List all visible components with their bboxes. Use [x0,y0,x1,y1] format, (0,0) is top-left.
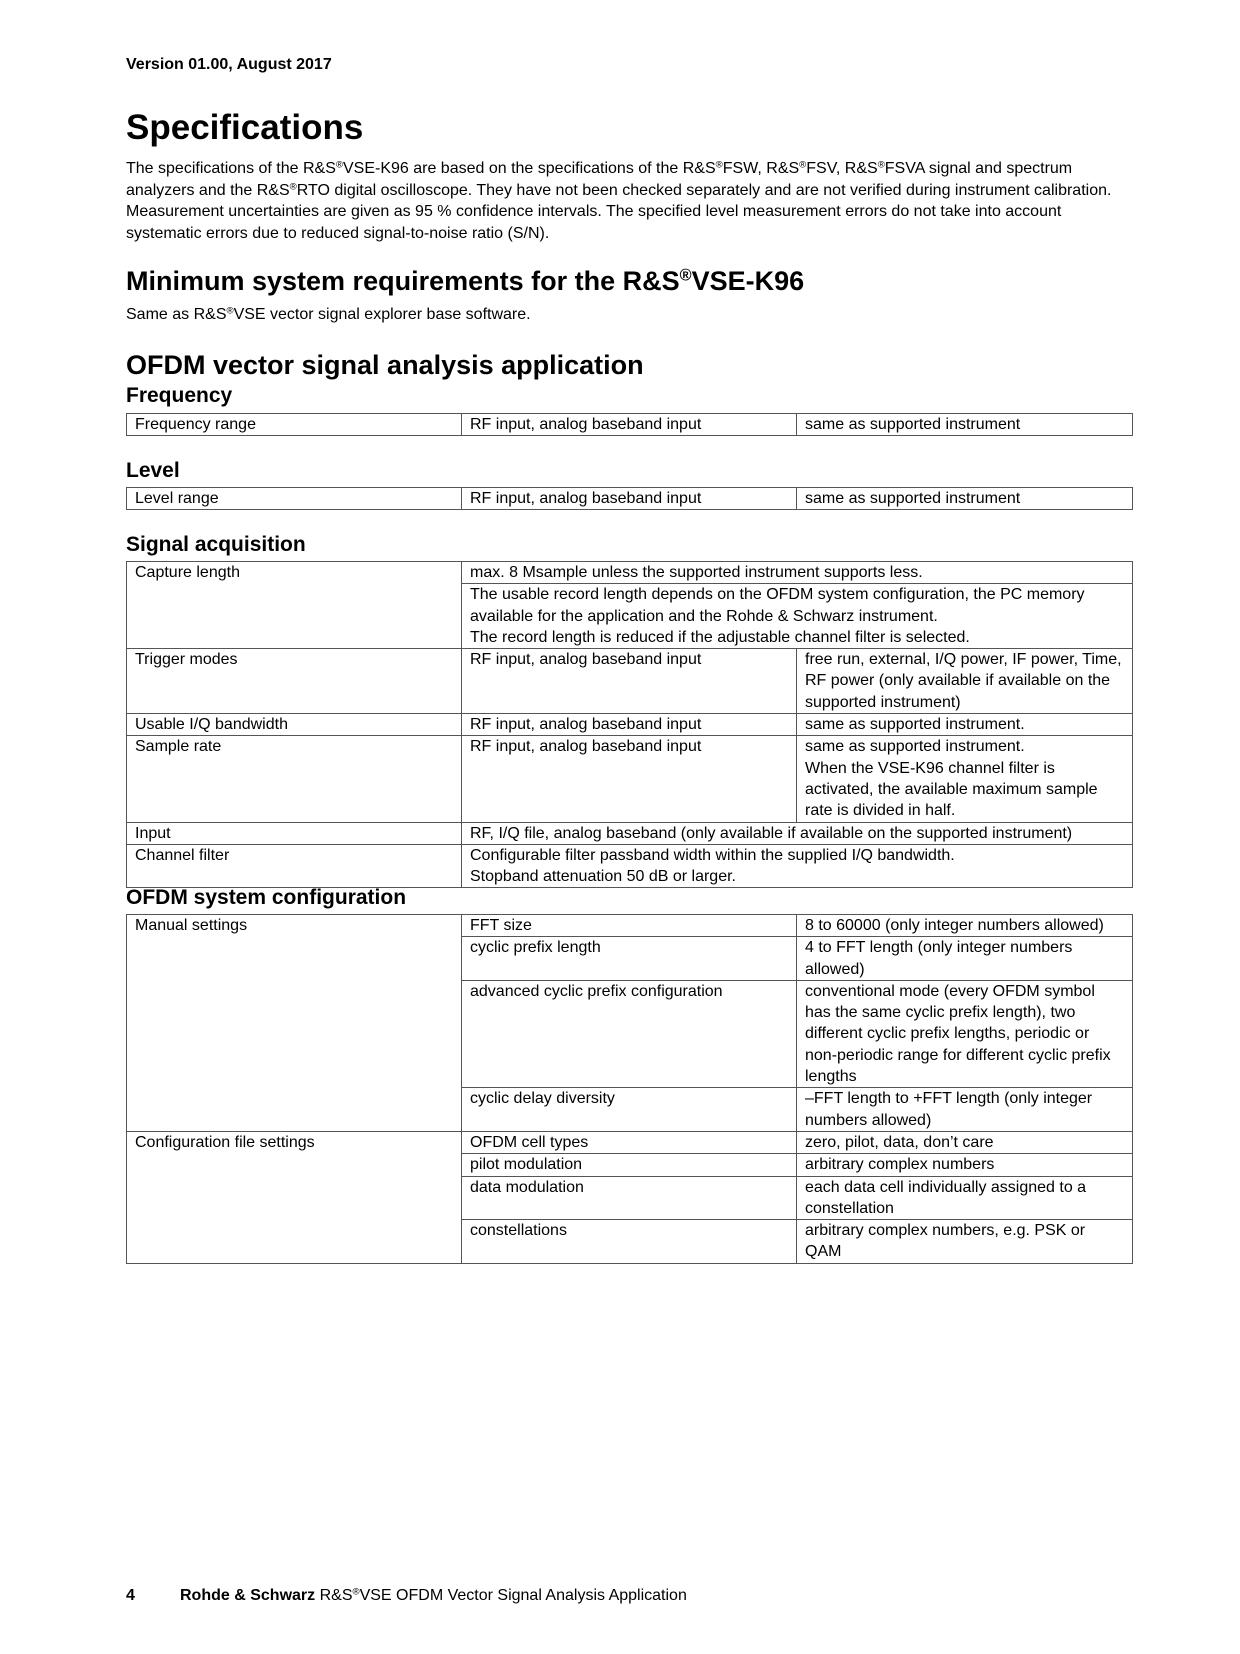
spec-value: Configurable filter passband width within the supplied I/Q bandwidth. Stopband attenuation 50 dB or larger. [462,844,1133,888]
page-number: 4 [126,1587,135,1604]
spec-condition: pilot modulation [462,1154,797,1176]
spec-label: Capture length [127,562,462,649]
table-row [127,844,1133,888]
version-header: Version 01.00, August 2017 [126,56,332,73]
min-requirements-text: Same as R&S®VSE vector signal explorer base software. [126,305,531,323]
ofdm-config-table [126,914,1133,1264]
spec-value: free run, external, I/Q power, IF power, Time, RF power (only available if available on the supported instrument) [797,649,1133,714]
signal-acquisition-table [126,561,1133,888]
spec-label: Configuration file settings [127,1131,462,1263]
spec-value: The usable record length depends on the OFDM system configuration, the PC memory available for the application and the Rohde & Schwarz instrument. The record length is reduced if the adjustable channel filter is selected. [462,584,1133,649]
spec-label: Channel filter [127,844,462,888]
spec-value: 8 to 60000 (only integer numbers allowed) [797,915,1133,937]
table-row [127,562,1133,584]
spec-value: zero, pilot, data, don’t care [797,1131,1133,1153]
table-row [127,488,1133,510]
table-row [127,915,1133,937]
spec-value: –FFT length to +FFT length (only integer numbers allowed) [797,1088,1133,1132]
spec-value: max. 8 Msample unless the supported instrument supports less. [462,562,1133,584]
spec-label: Trigger modes [127,649,462,714]
table-row [127,414,1133,436]
level-heading: Level [126,459,180,482]
spec-value: RF, I/Q file, analog baseband (only available if available on the supported instrument) [462,822,1133,844]
spec-condition: OFDM cell types [462,1131,797,1153]
spec-condition: RF input, analog baseband input [462,649,797,714]
spec-label: Level range [127,488,462,510]
spec-value: arbitrary complex numbers, e.g. PSK or QAM [797,1220,1133,1264]
spec-value: same as supported instrument [797,488,1133,510]
level-table [126,487,1133,510]
intro-paragraph: The specifications of the R&S®VSE-K96 are based on the specifications of the R&S®FSW, R&S®FSV, R&S®FSVA signal and spectrum analyzers and the R&S®RTO digital oscilloscope. They have not been checked separately and are not verified during instrument calibration. Measurement uncertainties are given as 95 % confidence intervals. The specified level measurement errors do not take into account systematic errors due to reduced signal-to-noise ratio (S/N). [126,159,1112,242]
table-row [127,822,1133,844]
ofdm-config-heading: OFDM system configuration [126,886,407,909]
table-row [127,714,1133,736]
spec-condition: data modulation [462,1176,797,1220]
spec-value: conventional mode (every OFDM symbol has the same cyclic prefix length), two different cyclic prefix lengths, periodic or non-periodic range for different cyclic prefix lengths [797,980,1133,1087]
spec-label: Frequency range [127,414,462,436]
signal-acquisition-heading: Signal acquisition [126,533,306,556]
spec-condition: RF input, analog baseband input [462,488,797,510]
frequency-heading: Frequency [126,384,233,407]
spec-condition: advanced cyclic prefix configuration [462,980,797,1087]
spec-condition: RF input, analog baseband input [462,414,797,436]
page-title: Specifications [126,108,364,147]
spec-value: same as supported instrument. When the VSE-K96 channel filter is activated, the available maximum sample rate is divided in half. [797,736,1133,822]
spec-condition: cyclic prefix length [462,937,797,981]
spec-label: Sample rate [127,736,462,822]
page-footer [126,1587,687,1605]
spec-value: each data cell individually assigned to a constellation [797,1176,1133,1220]
spec-label: Manual settings [127,915,462,1132]
footer-brand: Rohde & Schwarz [180,1587,316,1604]
spec-condition: FFT size [462,915,797,937]
spec-value: same as supported instrument. [797,714,1133,736]
table-row [127,736,1133,822]
frequency-table [126,413,1133,436]
spec-condition: RF input, analog baseband input [462,736,797,822]
spec-condition: constellations [462,1220,797,1264]
spec-condition: RF input, analog baseband input [462,714,797,736]
table-row [127,649,1133,714]
spec-condition: cyclic delay diversity [462,1088,797,1132]
footer-title: R&S®VSE OFDM Vector Signal Analysis Application [319,1586,687,1604]
min-requirements-heading: Minimum system requirements for the R&S®VSE-K96 [126,266,805,296]
table-row [127,1131,1133,1153]
spec-label: Usable I/Q bandwidth [127,714,462,736]
ofdm-application-heading: OFDM vector signal analysis application [126,350,644,380]
spec-value: 4 to FFT length (only integer numbers allowed) [797,937,1133,981]
spec-value: arbitrary complex numbers [797,1154,1133,1176]
spec-label: Input [127,822,462,844]
spec-value: same as supported instrument [797,414,1133,436]
